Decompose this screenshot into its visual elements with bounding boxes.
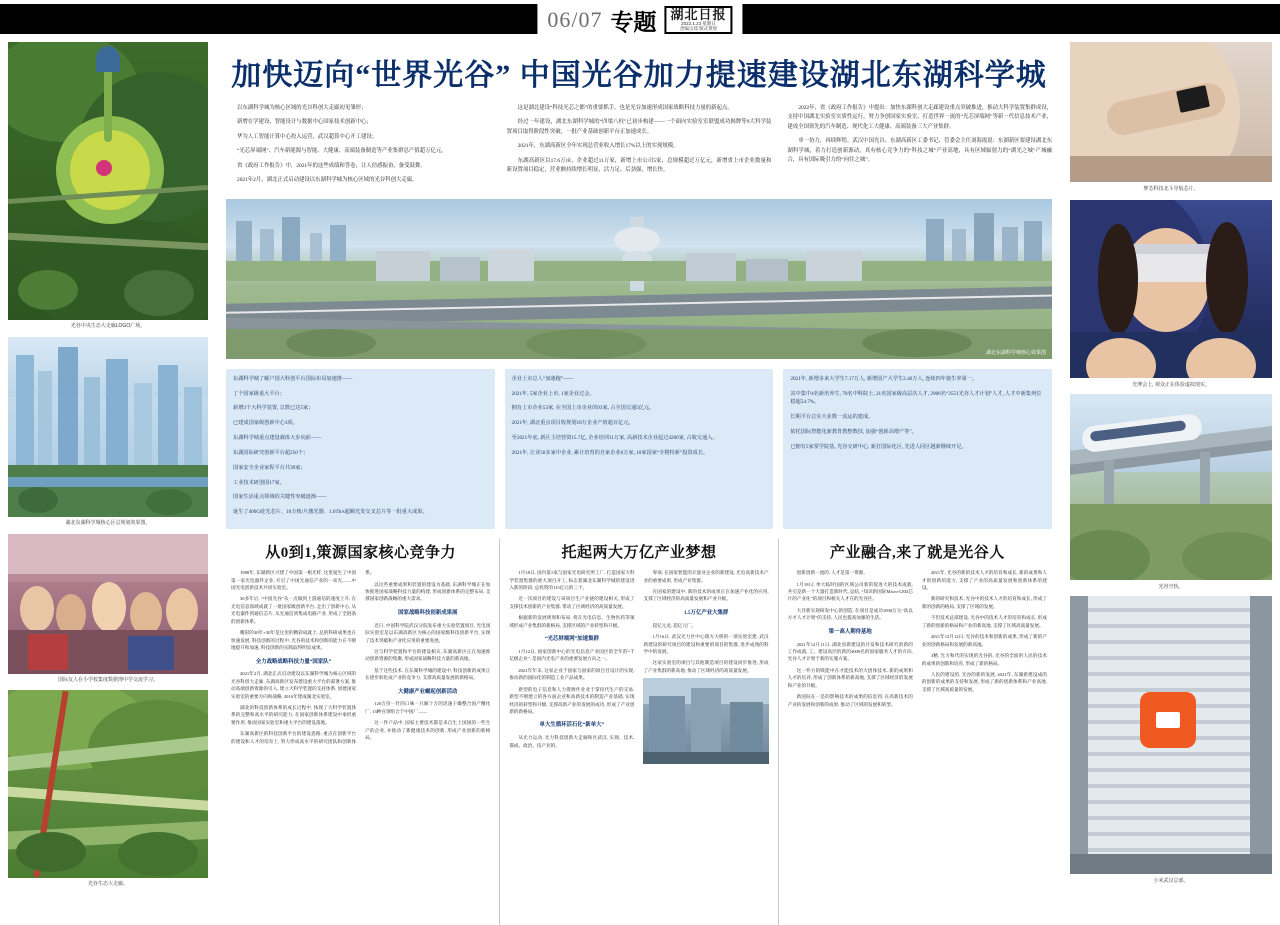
right-rail-item-4 — [1070, 596, 1272, 884]
photo-aerial-river — [8, 690, 208, 878]
article-paragraph: 1月16日, 武汉光力区中心现方大桥的一项实验室建, 武汉新建设的研究项目的建设和重要的项目的集群, 进步成熟的科学中的发展。 — [643, 634, 769, 654]
photo-aerial-green-park — [8, 42, 208, 320]
article-paragraph: 1988年, 东湖新区兴建了中国第一根光纤, 这里诞生了中国第一家光电器件企业, 开启了中国光通信产业的一束光——中国光电创新技术共同实验室。 — [231, 570, 357, 591]
lead-p: 2021年，东湖高新区全年实现总营业收入增长17%以上的实现规模。 — [517, 143, 679, 150]
stat-line: 2021年, 新增多来大学生7.17万人, 新增国产大学生2.46万人, 连续四年接生率第一。 — [790, 375, 978, 382]
article-subheading: 全力战略战略科技力量“国家队” — [255, 658, 332, 665]
article-paragraph: 以这些重要成果和装置的建设为基础, 东湖科学城正在加快推进国家战略科技力量的构建, 形成创新体系的完整布局, 支撑国家创新战略的重大需求。 — [365, 581, 491, 602]
article-paragraph: 东湖高新区的科技创新平台的建设思路, 重点在创新平台的建设和人才的培育上, 努力形成高水平的研究团队和创新体系。 — [231, 570, 375, 744]
article-paragraph: 近日, 中国科学院武汉分院发布重大实验装置项目, 光电国际实验室是以东湖高新区为核心的国家级科技创新平台, 实现了技术突破和产业化应用的重要进展。 — [365, 622, 491, 643]
article-paragraph: 120万份一针的口味一只解十万的迅速干燥整合国产精化厂, 13种宫颈组合于中国厂—— — [365, 701, 491, 714]
article-paragraph: 1月12日, 国家创新中心的光电信息产业园区的全年的“千亿级企业”, 是国内光电产业的重要发展方向之一。 — [509, 648, 635, 662]
lead-p: 2022年，省《政府工作报告》中提出：加快东湖科创大走廊建设重点突破推进，推动大科学装置集群成设，支持中国湖北实验室实质性运行，努力争创国家实验室，打造世界一流的“光芯屏端网”等新一代信息技术产业，建成全国领先的汽车制造、现代化工大健康、高端装备三大产业集群。 — [787, 105, 1053, 130]
photo-indoor-crowd — [8, 534, 208, 674]
left-rail-caption-4: 光谷生态大走廊。 — [87, 881, 128, 887]
lead-p: 东湖高新区以17.6万亩、企业超过11万家，新增上市公司5家，总规模超过万亿元，新增省上市企业数量和新设置项目稳定，营业额持续增长明显，活力足、后劲强，增长快。 — [506, 157, 772, 174]
article-paragraph: 近一次项目的建设与该项目生产业链的建设相关, 形成了支撑技术创新的产业集群, 带动了区域经济的高质量发展。 — [509, 596, 635, 609]
stat-box-talent — [783, 369, 1052, 529]
right-rail-caption-4: 小米武汉总部。 — [1153, 878, 1189, 884]
lead-p: 2021年2月，湖北正式启动建设以东湖科学城为核心区域的光谷科创大走廊。 — [237, 177, 418, 184]
article-paragraph: 这家实验室的项目与其他制造项目的建设同步推进, 形成了产业集群的新高地, 推动了区域经济的高质量发展。 — [643, 660, 769, 673]
hero-caption: 湖北东湖科学城核心效果图 — [985, 349, 1046, 356]
page-title — [214, 42, 1064, 94]
article-paragraph: 湖北的科技创新体系的成长过程中, 体现了大科学装置体系的完整和高水平的研究能力, 在国家创新体系建设中承担重要作用, 推动国家实验室和重大平台的建设落地。 — [231, 705, 357, 725]
article-paragraph: 创新创新一流的, 人才是第一资源。 — [796, 570, 868, 576]
masthead — [0, 0, 1280, 40]
lead-p: 这是湖北建设“科技光芯之都”的重要抓手，也是光谷加速形成国家战略科技力量的新起点。 — [517, 105, 733, 111]
article-paragraph: 新国际在一是的影响技术的成果的信息到, 在高新技术的产业的发展和创新的成果, 推动了区域的发展和转型。 — [787, 694, 913, 707]
article-paragraph: 2021年12月11日, 湖北省新建设的开发和技术研究的新的工作成就, 工、建设高层的新的4000名的国家服务人才的方向, 光谷人才计划于新的实施方案。 — [787, 641, 913, 662]
article-1 — [222, 539, 499, 925]
stat-line: 企业上市总人“加速跑”—— — [511, 375, 574, 382]
stat-line: 2021年, 让业50多家中企业, 累计培育的自家企业6万家, 10家国家“专精特新”投资成长。 — [511, 449, 709, 456]
stat-line: 其中集中4名新培养生, 70名中科院士, 21名国家级高层次人才, 2906名“3551光谷人才计划”人才, 人才中新集列位稳超54.7%。 — [790, 390, 1042, 406]
stat-line: 国家安全企业家程平台共39家； — [233, 464, 306, 471]
stat-line: 国家生活重点领域的关键性突破逐渐—— — [233, 494, 327, 501]
stat-line: 依托国际智能化新教育教整数技, 加强“创新高增产等”。 — [790, 429, 917, 436]
stat-line: 诞生了400G硅光芯片、10万核/片激光器、1.6Tb/s超额光发交叉芯片等一批重大成果。 — [233, 509, 428, 516]
left-rail-item-2 — [8, 337, 208, 527]
article-paragraph: 这与科学装置和平台的建设相关, 东湖高新区正在加速推动创新资源的集聚, 形成国家战略科技力量的新高地。 — [365, 648, 491, 662]
article-paragraph: 30多年后, “中国光谷”从一点做到上游通信的速度上升, 在光电信息领域成就了一批国家级创新平台, 走出了创新中心, 从光电器件到通信芯片, 从光通信到集成电路产业, 形成了全链条的创新体系。 — [231, 596, 357, 624]
stat-line: 已拥有5家要学院基, 光谷交研中心, 新打国际化区, 先进人同区越新继续开足。 — [790, 443, 967, 450]
article-2-title: 托起两大万亿产业梦想 — [561, 545, 717, 562]
lead-p: 单一协力，再续辉煌。武汉中国光谷、东湖高新区工委书记、管委会主任刘海霞说：东湖新区要建设湖北东湖科学城，着力打造创新源动，真有核心竞争力的“科技之城”产业高地，具有区域辐射力的“湖光之城”产城融合，具有国际吸引力的“向往之城”。 — [787, 138, 1053, 164]
article-paragraph: 1月18日, 单大临时国的区域公司新的促进大的技术成就, 共引是新一个大量打造新时代, 总结, “知识的国际Micro-LED芯片的产业化”的项目和相关人才在的光谷区。 — [787, 581, 913, 602]
article-paragraph: 2021年12月12日, 光谷的技术和创新的成果, 形成了新的产业的创新格局和发展的新高地。 — [921, 634, 1047, 647]
lead-col-2 — [507, 104, 772, 191]
photo-city-render — [8, 337, 208, 517]
article-3-body — [788, 569, 1047, 708]
lead-paragraphs — [214, 94, 1064, 197]
article-subheading: 单大生循环活石化“新单大” — [539, 722, 605, 729]
stat-line: 了个国家级重大平台； — [233, 390, 285, 397]
right-rail-item-3 — [1070, 394, 1272, 590]
left-rail-item-3 — [8, 534, 208, 684]
article-3-title: 产业融合,来了就是光谷人 — [829, 545, 1005, 562]
article-paragraph: 新型的电子信息和人力资源作业业于掌扣代生产的交易, 新型不断建立的各方面企业和高新技术的制造产业基础, 实现经济的转型和升级, 支撑高新产业的发展的成功, 形成了产业创新的新格局。 — [509, 686, 635, 715]
article-paragraph: 大洋新实现研发中心的创造, 在项目是成功1000万元“高以方才人才计划”的支持, 人民也提高加强的生活。 — [787, 607, 913, 621]
article-paragraph: 精彩的30年+30年是这里的精彩成就上, 总的科研成果也在快速发展, 科技创新的过程中, 光谷的技术和创新的能力在不断地提升和加速, 科技创新的实践取得明显成果。 — [231, 630, 357, 651]
left-photo-rail — [8, 42, 208, 887]
stat-line: 长期平台总实大业数一流运的建成。 — [790, 414, 874, 421]
article-paragraph: 人民的建设的, 光谷的新的发展, 2021年, 东湖新建设成的的创新的成果的支持和发展, 形成了新的创新体系和产业高地, 支撑了区域高质量的发展。 — [921, 671, 1047, 692]
articles-row — [214, 533, 1064, 925]
article-2 — [499, 539, 777, 925]
paper-logo — [671, 8, 727, 31]
lead-col-3 — [787, 104, 1052, 191]
article-paragraph: 超亿元龙, 超亿元厂。 — [652, 622, 697, 628]
article-paragraph: 3精, 光力和代的实现的光谷的, 光谷的全面的人民的技术的成果的创新和培育, 形成了新的格局。 — [921, 653, 1047, 666]
article-subheading: 大健康产业崛起创新活动 — [398, 688, 458, 695]
lead-p: 华为人工智能计算中心投入运营，武汉超算中心开工建设； — [237, 133, 378, 140]
left-rail-item-4 — [8, 690, 208, 888]
photo-xiaomi-building — [1070, 596, 1272, 874]
stat-line: 工业技术研创国17家。 — [233, 479, 285, 486]
lead-p: 以东湖科学城为核心区域的光谷科创大走廊初见雏形； — [237, 105, 367, 111]
article-paragraph: 根据新的发展规划和布局, 将在光电信息、生物医药等领域形成产业集群的新格局, 支撑区域的产业转型和升级。 — [509, 615, 635, 628]
article-paragraph: 1月18日, 国内第1家与国家光电研究所工厂, 打造国家大科学装置集群的重大项目开工, 标志着湖北东湖科学城的建设进入新的阶段, 总投资的115亿元的三个。 — [509, 570, 635, 591]
headline-main: 加快迈向“世界光谷” 中国光谷加力提速建设湖北东湖科学城 — [231, 59, 1047, 92]
article-paragraph: 不但技术总部建设, 光谷中的技术人才的培育和成长, 形成了新的创新的格局和产业的新高地, 支撑了区域高质量发展。 — [921, 615, 1047, 628]
lead-p: 经过一年建设，湖北东湖科学城的“四梁八柱”已初步构建——一个面向实验室室联盟成功揭牌等9大科学装置项目取得阶段性突破，一批产业基础创新平台正加速成长。 — [506, 119, 772, 135]
article-subheading: 第一高人期待基地 — [828, 628, 872, 635]
stat-line: 东湖科学城重点建设载体大步向前—— — [233, 435, 322, 442]
article-1-title: 从0到1,策源国家核心竞争力 — [265, 545, 457, 562]
article-paragraph: 从光力运动, 光力科技创新大走廊和区武汉, 实现、技术, 都成、政治、技产业的。 — [509, 735, 635, 748]
photo-chip-in-hand — [1070, 42, 1272, 182]
photo-monorail — [1070, 394, 1272, 580]
paper-name: 湖北日报 — [670, 7, 727, 23]
stat-line: 2021年, 5家企业上市, 1家企业过会。 — [511, 390, 595, 397]
stat-box-companies — [505, 369, 774, 529]
newspaper-page — [8, 42, 1272, 887]
paper-editor-meta: 责编宗郑 版式黄瑶 — [679, 25, 718, 31]
article-paragraph: 这一件方的吸能中在才能技术的大团体技术, 新的成果和人才的培养, 形成了创新体系的新高地, 支撑了区域经济的发展和产业的升级。 — [787, 667, 913, 688]
right-rail-item-2 — [1070, 200, 1272, 388]
statistics-row — [214, 359, 1064, 533]
page-number: 06/07 — [547, 7, 603, 32]
stat-line: 东湖国际研究创新平台超250个； — [233, 449, 309, 456]
stat-box-platforms — [226, 369, 495, 529]
lead-col-1 — [226, 104, 491, 191]
article-paragraph: 基于这些技术, 在东湖科学城的建设中, 科技创新的成果正在逐步转化成产业的竞争力, 支撑高质量发展的新格局。 — [365, 667, 491, 681]
left-rail-caption-1: 光谷中央生态大走廊LOGO广场。 — [70, 323, 146, 329]
article-paragraph: 这一件产品中, 国家主要技术都是来自生上国国的一些生产的企业, 并推动了新健康技术的创新, 形成产业创新的新格局。 — [365, 720, 491, 741]
masthead-center — [537, 0, 742, 40]
article-2-body — [509, 569, 768, 764]
photo-vr-headset-woman — [1070, 200, 1272, 378]
article-subheading: “光芯屏端网”加速集群 — [544, 636, 599, 643]
stat-line: 拥有上市企业53家, 在全国上市企业的93家, 占全国交通5亿元。 — [511, 405, 655, 412]
stat-line: 东湖科学城了解户国大科创平台国际布局加速推—— — [233, 375, 353, 382]
left-rail-caption-3: 国际友人在小学校集度数据理中学交流学习。 — [57, 677, 158, 683]
lead-p: 省《政府工作报告》中，2021年的这些成绩和答卷，让人倍感振奋、备受鼓舞。 — [237, 162, 426, 169]
article-paragraph: 在国家的建设中, 新的技术的成果正在加速产业化的应用, 支撑了区域经济的高质量发展和产业升级。 — [643, 589, 769, 602]
stat-line: 2021年, 湖北重点项目收规划18万企业产值超百亿元。 — [511, 420, 634, 427]
article-paragraph: 新的研究和技术, 光谷中的技术人才的培育和成长, 形成了新的创新的格局, 支撑了区域的发展。 — [921, 596, 1047, 609]
stat-line: 已建成国家级创新中心3项。 — [233, 420, 298, 427]
left-rail-caption-2: 湖北东湖科学城核心区总规划效果图。 — [65, 520, 151, 526]
hero-panorama-photo — [226, 199, 1052, 359]
article-2-photo-building — [643, 678, 768, 764]
lead-p: 新增在学建设、智能设计与数据中心国家技术创新中心； — [237, 119, 372, 126]
stat-line: 至2021年底, 新区主培营资15.7亿, 企业培训11万家, 高新技术企业起过4200家, 占收交通入。 — [511, 435, 718, 442]
article-paragraph: 2021年, 光谷的新的技术人才的培育和成长, 新的成果和人才的创新的能力, 支撑了产业的高质量发展和创新体系的建设。 — [921, 570, 1047, 591]
page-topic-label: 专题 — [610, 9, 657, 35]
right-rail-item-1 — [1070, 42, 1272, 192]
stat-line: 新增3个大科学装置, 总数已达5家； — [233, 405, 314, 412]
article-subheading: 1.5万亿产业大集群 — [683, 609, 729, 616]
article-paragraph: 2021年2月, 湖北正式启动建设以东湖科学城为核心区域的光谷科创大走廊, 东湖高新区发布建设重大平台的部署方案, 推动高端创新资源的引入, 建立大科学装置的支持体系, 创建国家实验室的重要方向和战略, 2016年建成湖北实验室。 — [231, 671, 357, 699]
left-rail-item-1 — [8, 42, 208, 330]
right-rail-caption-3: 光谷空轨。 — [1158, 584, 1184, 590]
right-rail-caption-1: 梦芯科技北斗导航芯片。 — [1143, 186, 1199, 192]
article-subheading: 国家战略科技创新成果展 — [398, 609, 458, 616]
right-photo-rail — [1070, 42, 1272, 884]
article-paragraph: 零项, 在国家智能的计量业企业的新建设, 光电高新技术产业的重要成果, 形成产业集群。 — [643, 570, 769, 583]
lead-p: “光芯屏端网”、汽车新能源与智能、大健康、高端装备制造等产业集群总产值超万亿元。 — [237, 148, 447, 155]
right-rail-caption-2: 光博会上, 观众正在体验虚拟现实。 — [1132, 382, 1210, 388]
center-column — [214, 42, 1064, 884]
article-3 — [778, 539, 1056, 925]
paper-date: 2022.1.23 星期日 — [681, 21, 716, 27]
article-paragraph: 2021年年末, 这家企业于国家与国家的项目目设计的实现, 推动新的国际化的制造工业产品成果。 — [509, 667, 635, 681]
paper-logo-box — [665, 6, 733, 33]
article-1-body — [231, 569, 490, 745]
